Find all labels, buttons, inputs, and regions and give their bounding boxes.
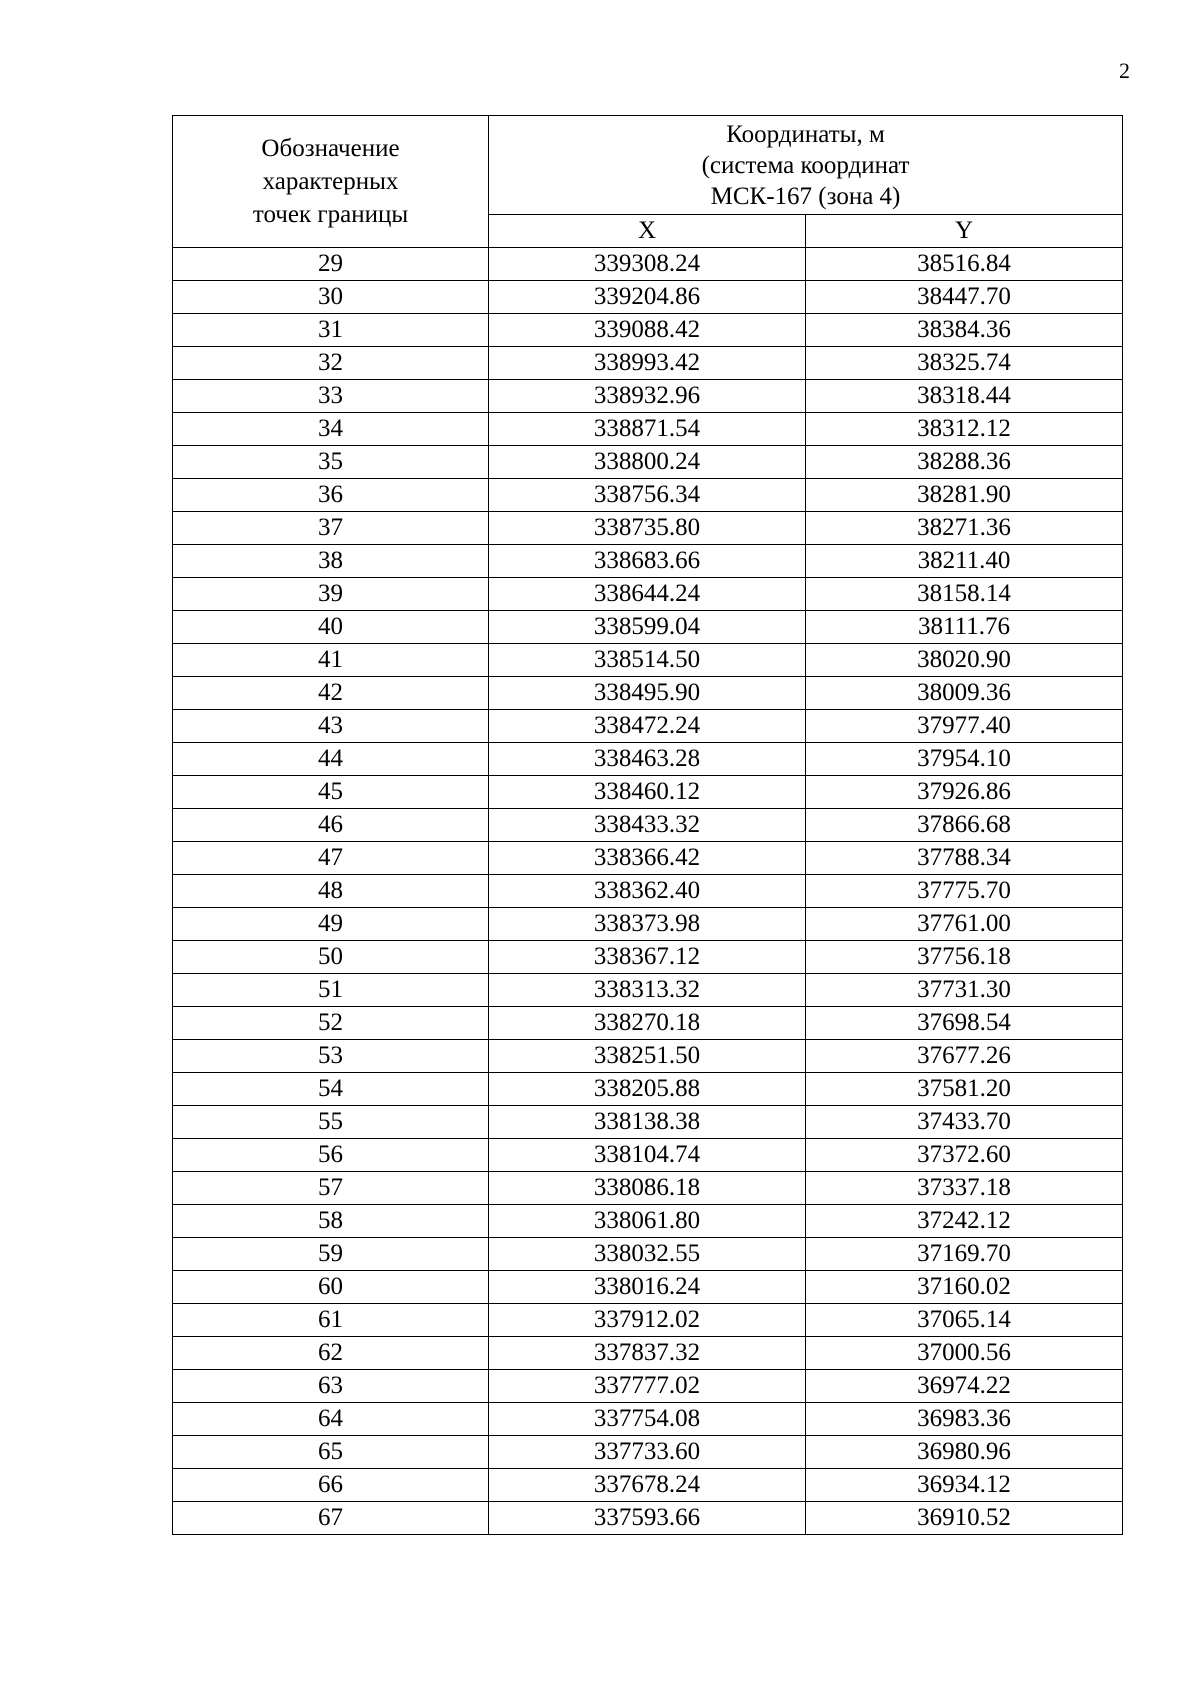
x-coordinate-cell: 337837.32 <box>489 1337 806 1370</box>
x-coordinate-cell: 338433.32 <box>489 809 806 842</box>
x-coordinate-cell: 338495.90 <box>489 677 806 710</box>
y-coordinate-cell: 36910.52 <box>806 1502 1123 1535</box>
y-coordinate-cell: 37756.18 <box>806 941 1123 974</box>
header-point-line: Обозначение <box>261 135 400 162</box>
x-coordinate-cell: 338086.18 <box>489 1172 806 1205</box>
y-coordinate-cell: 37866.68 <box>806 809 1123 842</box>
x-coordinate-cell: 338270.18 <box>489 1007 806 1040</box>
x-coordinate-cell: 338205.88 <box>489 1073 806 1106</box>
x-coordinate-cell: 338463.28 <box>489 743 806 776</box>
table-row <box>173 809 1123 842</box>
point-cell: 59 <box>173 1238 489 1271</box>
y-coordinate-cell: 37372.60 <box>806 1139 1123 1172</box>
y-coordinate-cell: 38288.36 <box>806 446 1123 479</box>
header-coords-line: МСК-167 (зона 4) <box>710 182 901 210</box>
table-row <box>173 611 1123 644</box>
x-coordinate-cell: 337678.24 <box>489 1469 806 1502</box>
y-coordinate-cell: 37433.70 <box>806 1106 1123 1139</box>
x-coordinate-cell: 338599.04 <box>489 611 806 644</box>
y-coordinate-cell: 37788.34 <box>806 842 1123 875</box>
table-row <box>173 1403 1123 1436</box>
table-row <box>173 1337 1123 1370</box>
y-coordinate-cell: 38447.70 <box>806 281 1123 314</box>
x-coordinate-cell: 338644.24 <box>489 578 806 611</box>
point-cell: 41 <box>173 644 489 677</box>
header-y: Y <box>806 215 1123 248</box>
point-cell: 42 <box>173 677 489 710</box>
point-cell: 64 <box>173 1403 489 1436</box>
point-cell: 53 <box>173 1040 489 1073</box>
table-row <box>173 1469 1123 1502</box>
y-coordinate-cell: 37169.70 <box>806 1238 1123 1271</box>
point-cell: 32 <box>173 347 489 380</box>
page-number: 2 <box>1119 58 1130 83</box>
point-cell: 51 <box>173 974 489 1007</box>
y-coordinate-cell: 37065.14 <box>806 1304 1123 1337</box>
x-coordinate-cell: 338871.54 <box>489 413 806 446</box>
table-row <box>173 347 1123 380</box>
coordinates-table <box>172 115 1123 1535</box>
x-coordinate-cell: 338366.42 <box>489 842 806 875</box>
table-row <box>173 413 1123 446</box>
x-coordinate-cell: 338104.74 <box>489 1139 806 1172</box>
x-coordinate-cell: 337912.02 <box>489 1304 806 1337</box>
point-cell: 44 <box>173 743 489 776</box>
x-coordinate-cell: 338061.80 <box>489 1205 806 1238</box>
header-coords-line: Координаты, м <box>726 120 885 148</box>
x-coordinate-cell: 338362.40 <box>489 875 806 908</box>
point-cell: 47 <box>173 842 489 875</box>
x-coordinate-cell: 337733.60 <box>489 1436 806 1469</box>
table-row <box>173 1238 1123 1271</box>
x-coordinate-cell: 338032.55 <box>489 1238 806 1271</box>
y-coordinate-cell: 37581.20 <box>806 1073 1123 1106</box>
y-coordinate-cell: 36934.12 <box>806 1469 1123 1502</box>
x-coordinate-cell: 338016.24 <box>489 1271 806 1304</box>
table-row <box>173 710 1123 743</box>
point-cell: 62 <box>173 1337 489 1370</box>
point-cell: 37 <box>173 512 489 545</box>
x-coordinate-cell: 339308.24 <box>489 248 806 281</box>
table-row <box>173 1304 1123 1337</box>
table-row <box>173 1205 1123 1238</box>
x-coordinate-cell: 338138.38 <box>489 1106 806 1139</box>
y-coordinate-cell: 38271.36 <box>806 512 1123 545</box>
header-coordinates <box>489 116 1123 215</box>
table-row <box>173 743 1123 776</box>
table-row <box>173 1172 1123 1205</box>
point-cell: 63 <box>173 1370 489 1403</box>
table-row <box>173 1073 1123 1106</box>
y-coordinate-cell: 38312.12 <box>806 413 1123 446</box>
table-row <box>173 677 1123 710</box>
x-coordinate-cell: 338460.12 <box>489 776 806 809</box>
table-row <box>173 1271 1123 1304</box>
point-cell: 54 <box>173 1073 489 1106</box>
point-cell: 57 <box>173 1172 489 1205</box>
header-coords-line: (система координат <box>701 151 910 179</box>
point-cell: 36 <box>173 479 489 512</box>
point-cell: 56 <box>173 1139 489 1172</box>
table-row <box>173 578 1123 611</box>
point-cell: 34 <box>173 413 489 446</box>
point-cell: 29 <box>173 248 489 281</box>
table-row <box>173 776 1123 809</box>
point-cell: 39 <box>173 578 489 611</box>
point-cell: 65 <box>173 1436 489 1469</box>
point-cell: 30 <box>173 281 489 314</box>
point-cell: 38 <box>173 545 489 578</box>
table-row <box>173 1007 1123 1040</box>
y-coordinate-cell: 37731.30 <box>806 974 1123 1007</box>
x-coordinate-cell: 338735.80 <box>489 512 806 545</box>
y-coordinate-cell: 37242.12 <box>806 1205 1123 1238</box>
x-coordinate-cell: 337777.02 <box>489 1370 806 1403</box>
y-coordinate-cell: 37698.54 <box>806 1007 1123 1040</box>
header-point-designation <box>173 116 489 248</box>
point-cell: 45 <box>173 776 489 809</box>
y-coordinate-cell: 38325.74 <box>806 347 1123 380</box>
y-coordinate-cell: 38111.76 <box>806 611 1123 644</box>
y-coordinate-cell: 38281.90 <box>806 479 1123 512</box>
table-row <box>173 1139 1123 1172</box>
x-coordinate-cell: 338800.24 <box>489 446 806 479</box>
y-coordinate-cell: 36980.96 <box>806 1436 1123 1469</box>
table-row <box>173 974 1123 1007</box>
table-row <box>173 941 1123 974</box>
y-coordinate-cell: 38516.84 <box>806 248 1123 281</box>
table-row <box>173 1436 1123 1469</box>
table-row <box>173 479 1123 512</box>
y-coordinate-cell: 38318.44 <box>806 380 1123 413</box>
x-coordinate-cell: 338514.50 <box>489 644 806 677</box>
y-coordinate-cell: 37677.26 <box>806 1040 1123 1073</box>
y-coordinate-cell: 37337.18 <box>806 1172 1123 1205</box>
point-cell: 58 <box>173 1205 489 1238</box>
y-coordinate-cell: 37761.00 <box>806 908 1123 941</box>
header-point-line: точек границы <box>252 201 409 228</box>
x-coordinate-cell: 338993.42 <box>489 347 806 380</box>
table-row <box>173 1502 1123 1535</box>
y-coordinate-cell: 37954.10 <box>806 743 1123 776</box>
y-coordinate-cell: 38009.36 <box>806 677 1123 710</box>
x-coordinate-cell: 339204.86 <box>489 281 806 314</box>
table-row <box>173 842 1123 875</box>
x-coordinate-cell: 338367.12 <box>489 941 806 974</box>
table-row <box>173 446 1123 479</box>
point-cell: 33 <box>173 380 489 413</box>
point-cell: 55 <box>173 1106 489 1139</box>
point-cell: 43 <box>173 710 489 743</box>
table-row <box>173 1106 1123 1139</box>
point-cell: 46 <box>173 809 489 842</box>
table-row <box>173 248 1123 281</box>
point-cell: 48 <box>173 875 489 908</box>
header-x: X <box>489 215 806 248</box>
table-row <box>173 1370 1123 1403</box>
x-coordinate-cell: 338683.66 <box>489 545 806 578</box>
table-row <box>173 380 1123 413</box>
y-coordinate-cell: 38158.14 <box>806 578 1123 611</box>
table-row <box>173 1040 1123 1073</box>
point-cell: 67 <box>173 1502 489 1535</box>
x-coordinate-cell: 338932.96 <box>489 380 806 413</box>
x-coordinate-cell: 338756.34 <box>489 479 806 512</box>
point-cell: 35 <box>173 446 489 479</box>
table-body <box>173 248 1123 1535</box>
x-coordinate-cell: 339088.42 <box>489 314 806 347</box>
header-point-line: характерных <box>262 168 399 195</box>
table-row <box>173 314 1123 347</box>
x-coordinate-cell: 338251.50 <box>489 1040 806 1073</box>
point-cell: 40 <box>173 611 489 644</box>
x-coordinate-cell: 338313.32 <box>489 974 806 1007</box>
point-cell: 49 <box>173 908 489 941</box>
x-coordinate-cell: 337754.08 <box>489 1403 806 1436</box>
y-coordinate-cell: 37000.56 <box>806 1337 1123 1370</box>
y-coordinate-cell: 37160.02 <box>806 1271 1123 1304</box>
point-cell: 60 <box>173 1271 489 1304</box>
point-cell: 52 <box>173 1007 489 1040</box>
point-cell: 66 <box>173 1469 489 1502</box>
table-row <box>173 908 1123 941</box>
y-coordinate-cell: 38384.36 <box>806 314 1123 347</box>
table-row <box>173 512 1123 545</box>
point-cell: 31 <box>173 314 489 347</box>
x-coordinate-cell: 338373.98 <box>489 908 806 941</box>
y-coordinate-cell: 36983.36 <box>806 1403 1123 1436</box>
point-cell: 61 <box>173 1304 489 1337</box>
y-coordinate-cell: 37775.70 <box>806 875 1123 908</box>
table-row <box>173 281 1123 314</box>
x-coordinate-cell: 337593.66 <box>489 1502 806 1535</box>
y-coordinate-cell: 38020.90 <box>806 644 1123 677</box>
point-cell: 50 <box>173 941 489 974</box>
table-row <box>173 875 1123 908</box>
y-coordinate-cell: 37926.86 <box>806 776 1123 809</box>
y-coordinate-cell: 38211.40 <box>806 545 1123 578</box>
x-coordinate-cell: 338472.24 <box>489 710 806 743</box>
y-coordinate-cell: 37977.40 <box>806 710 1123 743</box>
y-coordinate-cell: 36974.22 <box>806 1370 1123 1403</box>
table-row <box>173 545 1123 578</box>
table-row <box>173 644 1123 677</box>
